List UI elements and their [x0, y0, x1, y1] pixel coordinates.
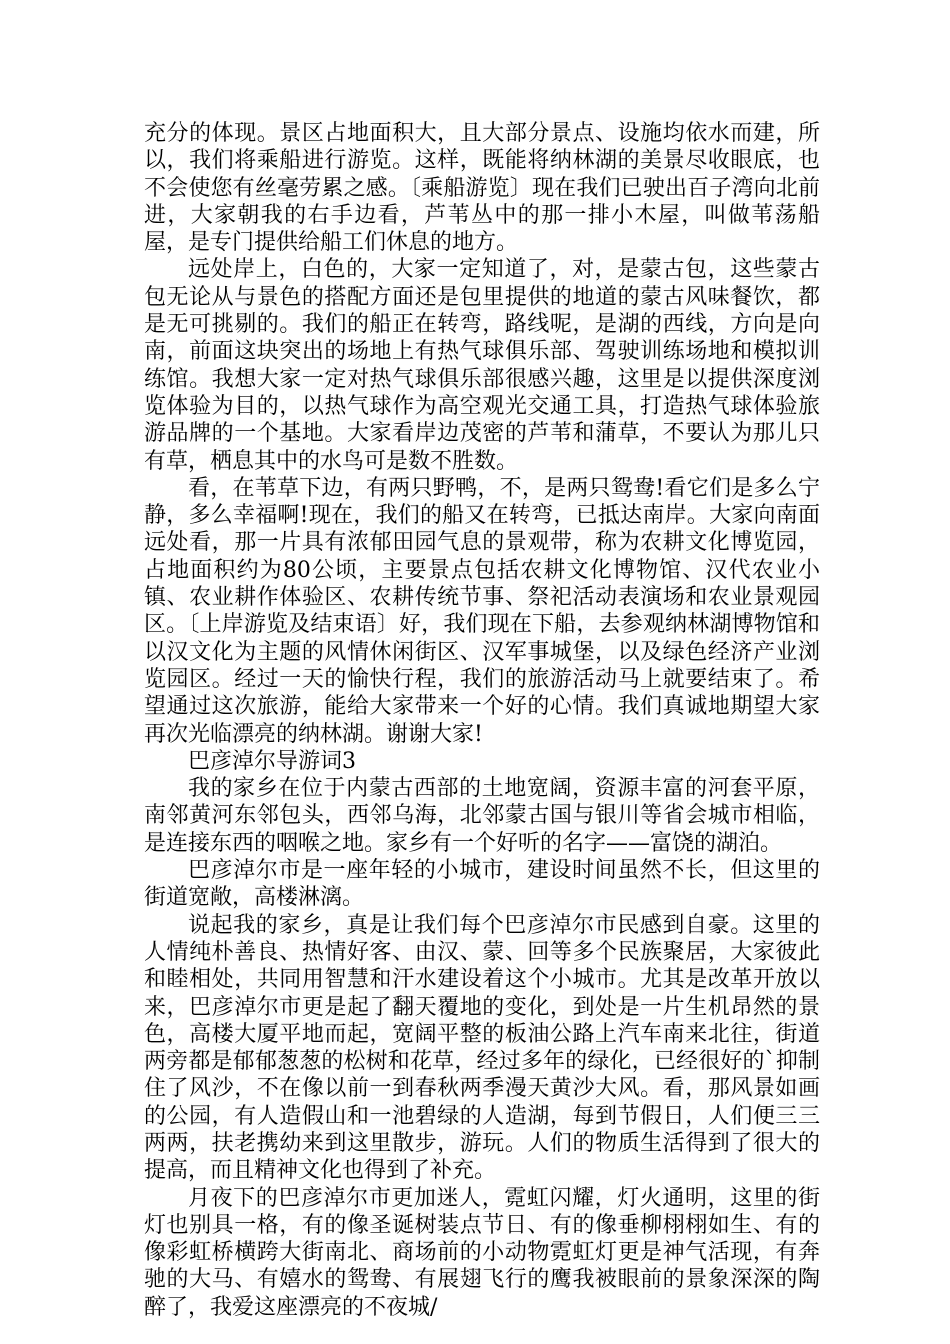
paragraph-5: 巴彦淖尔市是一座年轻的小城市，建设时间虽然不长，但这里的街道宽敞，高楼淋漓。 [144, 858, 820, 911]
paragraph-4: 我的家乡在位于内蒙古西部的土地宽阔，资源丰富的河套平原，南邻黄河东邻包头，西邻乌海，北邻蒙古国与银川等省会城市相临，是连接东西的咽喉之地。家乡有一个好听的名字——富饶的湖泊。 [144, 776, 820, 856]
paragraph-7: 月夜下的巴彦淖尔市更加迷人，霓虹闪耀，灯火通明，这里的街灯也别具一格，有的像圣诞树装点节日、有的像垂柳栩栩如生、有的像彩虹桥横跨大街南北、商场前的小动物霓虹灯更是神气活现，有奔驰的大马、有嬉水的鸳鸯、有展翅飞行的鹰我被眼前的景象深深的陶醉了，我爱这座漂亮的不夜城/ [144, 1185, 820, 1320]
paragraph-1: 充分的体现。景区占地面积大，且大部分景点、设施均依水而建，所以，我们将乘船进行游览。这样，既能将纳林湖的美景尽收眼底，也不会使您有丝毫劳累之感。〔乘船游览〕现在我们已驶出百子湾向北前进，大家朝我的右手边看，芦苇丛中的那一排小木屋，叫做苇荡船屋，是专门提供给船工们休息的地方。 [144, 121, 820, 256]
paragraph-6: 说起我的家乡，真是让我们每个巴彦淖尔市民感到自豪。这里的人情纯朴善良、热情好客、由汉、蒙、回等多个民族聚居，大家彼此和睦相处，共同用智慧和汗水建设着这个小城市。尤其是改革开放以来，巴彦淖尔市更是起了翻天覆地的变化，到处是一片生机昂然的景色，高楼大厦平地而起，宽阔平整的板油公路上汽车南来北往，街道两旁都是郁郁葱葱的松树和花草，经过多年的绿化，已经很好的`抑制住了风沙，不在像以前一到春秋两季漫天黄沙大风。看，那风景如画的公园，有人造假山和一池碧绿的人造湖，每到节假日，人们便三三两两，扶老携幼来到这里散步，游玩。人们的物质生活得到了很大的提高，而且精神文化也得到了补充。 [144, 912, 820, 1184]
section-heading: 巴彦淖尔导游词3 [188, 748, 356, 774]
paragraph-2: 远处岸上，白色的，大家一定知道了，对，是蒙古包，这些蒙古包无论从与景色的搭配方面还是包里提供的地道的蒙古风味餐饮，都是无可挑剔的。我们的船正在转弯，路线呢，是湖的西线，方向是向南，前面这块突出的场地上有热气球俱乐部、驾驶训练场地和模拟训练馆。我想大家一定对热气球俱乐部很感兴趣，这里是以提供深度浏览体验为目的，以热气球作为高空观光交通工具，打造热气球体验旅游品牌的一个基地。大家看岸边茂密的芦苇和蒲草，不要认为那儿只有草，栖息其中的水鸟可是数不胜数。 [144, 257, 820, 474]
paragraph-3: 看，在苇草下边，有两只野鸭，不，是两只鸳鸯!看它们是多么宁静，多么幸福啊!现在，我们的船又在转弯，已抵达南岸。大家向南面远处看，那一片具有浓郁田园气息的景观带，称为农耕文化博览园，占地面积约为80公顷，主要景点包括农耕文化博物馆、汉代农业小镇、农业耕作体验区、农耕传统节事、祭祀活动表演场和农业景观园区。〔上岸游览及结束语〕好，我们现在下船，去参观纳林湖博物馆和以汉文化为主题的风情休闲街区、汉军事城堡，以及绿色经济产业浏览园区。经过一天的愉快行程，我们的旅游活动马上就要结束了。希望通过这次旅游，能给大家带来一个好的心情。我们真诚地期望大家再次光临漂亮的纳林湖。谢谢大家! [144, 475, 820, 747]
document-body [144, 120, 820, 1321]
